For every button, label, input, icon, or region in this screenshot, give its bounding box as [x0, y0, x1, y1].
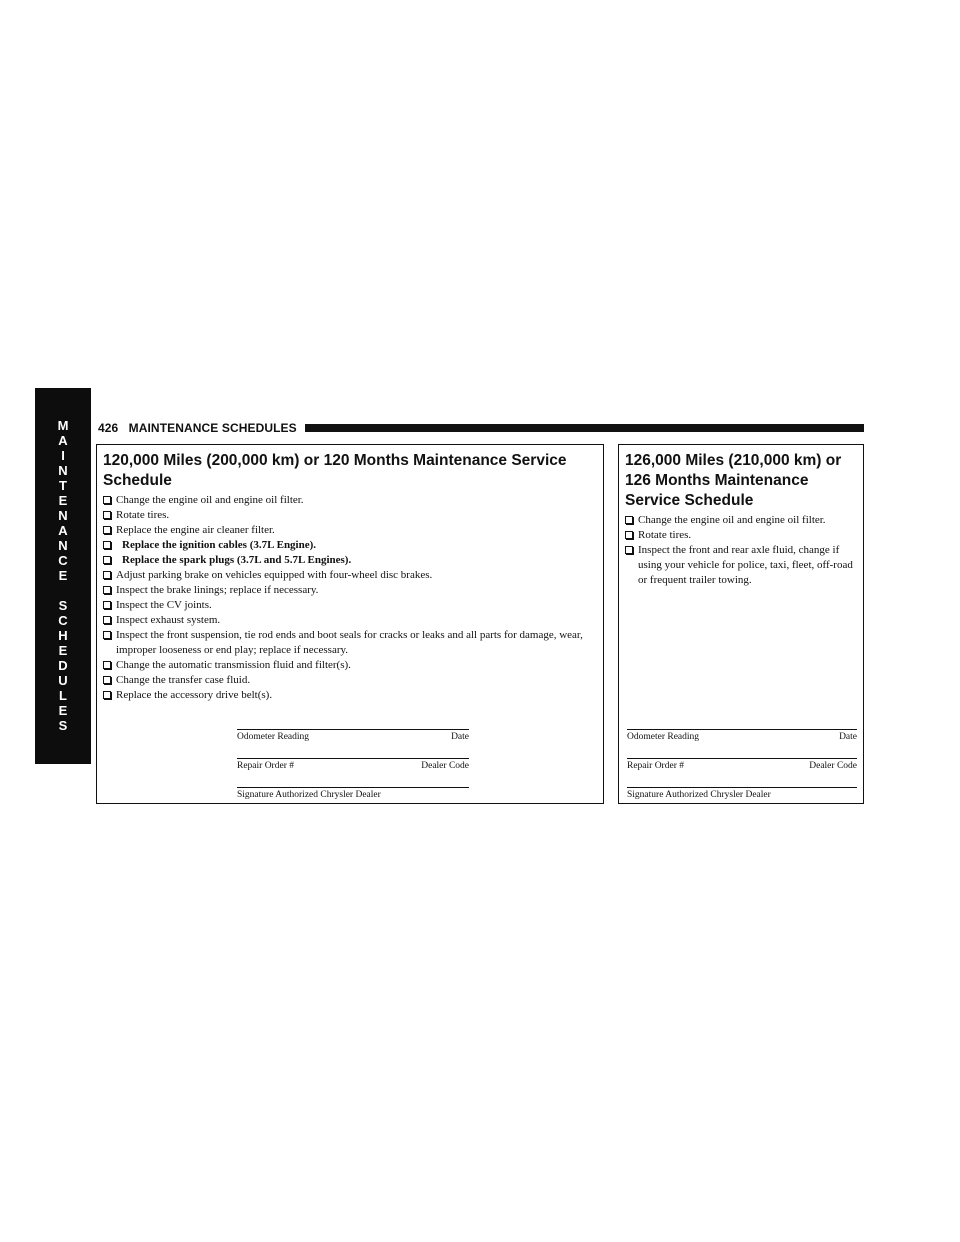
checklist-item	[103, 523, 595, 538]
checklist-item	[625, 513, 855, 528]
checkbox-icon	[625, 531, 633, 539]
page-header	[98, 420, 864, 436]
signature-label: Signature Authorized Chrysler Dealer	[627, 790, 771, 800]
checklist-item	[103, 613, 595, 628]
repair-order-label: Repair Order #	[237, 761, 294, 771]
checklist-item-text: Change the engine oil and engine oil filter.	[116, 494, 304, 506]
signature-line	[237, 787, 469, 804]
checkbox-icon	[103, 556, 111, 564]
side-tab-letter: C	[58, 553, 68, 568]
checkbox-icon	[103, 541, 111, 549]
side-tab-letter: N	[58, 538, 68, 553]
side-tab-letter: N	[58, 508, 68, 523]
checklist-item-text: Replace the spark plugs (3.7L and 5.7L Engines).	[122, 554, 352, 566]
schedule-panel-120000	[96, 444, 604, 804]
header-text	[98, 421, 305, 435]
checklist	[625, 513, 855, 588]
checklist-item-text: Inspect the front suspension, tie rod ends and boot seals for cracks or leaks and all parts for damage, wear, improper looseness or end play; replace if necessary.	[116, 629, 583, 656]
signature-label: Signature Authorized Chrysler Dealer	[237, 790, 381, 800]
checklist-item	[103, 598, 595, 613]
panel-title: 126,000 Miles (210,000 km) or 126 Months Maintenance Service Schedule	[625, 452, 842, 509]
checklist-item-text: Replace the ignition cables (3.7L Engine).	[122, 539, 317, 551]
checkbox-icon	[103, 676, 111, 684]
side-tab-letter: D	[58, 658, 68, 673]
checklist-item-text: Inspect the front and rear axle fluid, change if using your vehicle for police, taxi, fleet, off-road or frequent trailer towing.	[638, 544, 853, 586]
header-rule	[305, 424, 864, 432]
page-number: 426	[98, 421, 119, 435]
side-tab-letter: M	[57, 418, 69, 433]
checklist-item	[103, 688, 595, 703]
checklist-item-text: Replace the engine air cleaner filter.	[116, 524, 275, 536]
signature-block	[627, 729, 857, 816]
checklist-item-text: Change the transfer case fluid.	[116, 674, 251, 686]
checklist-item	[103, 673, 595, 688]
checklist-item	[625, 528, 855, 543]
dealer-code-label: Dealer Code	[809, 761, 857, 771]
odometer-label: Odometer Reading	[627, 732, 700, 742]
checkbox-icon	[103, 616, 111, 624]
side-tab-letter: S	[58, 718, 68, 733]
side-tab-letter: S	[58, 598, 68, 613]
side-tab-letter: H	[58, 628, 68, 643]
side-tab-letter: U	[58, 673, 68, 688]
side-tab-number: 8	[56, 1094, 70, 1121]
side-tab-letter: E	[58, 703, 68, 718]
odometer-date-line	[237, 729, 469, 746]
checkbox-icon	[625, 546, 633, 554]
odometer-label: Odometer Reading	[237, 732, 310, 742]
repair-order-label: Repair Order #	[627, 761, 684, 771]
signature-line	[627, 787, 857, 804]
side-tab-letter: T	[59, 478, 67, 493]
repair-dealer-line	[237, 758, 469, 775]
side-tab-letter: A	[58, 433, 68, 448]
repair-dealer-line	[627, 758, 857, 775]
panel-title: 120,000 Miles (200,000 km) or 120 Months Maintenance Service Schedule	[103, 452, 567, 489]
checklist-item-text: Adjust parking brake on vehicles equipped with four-wheel disc brakes.	[116, 569, 433, 581]
section-title: MAINTENANCE SCHEDULES	[128, 421, 297, 435]
checkbox-icon	[625, 516, 633, 524]
side-tab-letter: N	[58, 463, 68, 478]
checklist-item	[103, 628, 595, 658]
signature-block	[237, 729, 469, 816]
checkbox-icon	[103, 661, 111, 669]
side-tab-letter: E	[58, 643, 68, 658]
side-tab-letter: E	[58, 568, 68, 583]
checklist-item-text: Inspect the CV joints.	[116, 599, 212, 611]
checkbox-icon	[103, 526, 111, 534]
side-tab-letter: E	[58, 493, 68, 508]
checklist-item-text: Change the engine oil and engine oil filter.	[638, 514, 826, 526]
checkbox-icon	[103, 496, 111, 504]
date-label: Date	[451, 732, 469, 742]
checklist-item	[103, 538, 595, 553]
side-tab-letter: L	[59, 688, 67, 703]
checkbox-icon	[103, 511, 111, 519]
checklist-item	[103, 568, 595, 583]
checkbox-icon	[103, 571, 111, 579]
checkbox-icon	[103, 601, 111, 609]
side-tab-letters	[35, 418, 91, 733]
checklist-item	[625, 543, 855, 588]
odometer-date-line	[627, 729, 857, 746]
checklist-item-text: Rotate tires.	[116, 509, 170, 521]
side-tab-letter: A	[58, 523, 68, 538]
checklist-item	[103, 493, 595, 508]
checkbox-icon	[103, 691, 111, 699]
checklist-item	[103, 553, 595, 568]
checklist-item-text: Inspect exhaust system.	[116, 614, 221, 626]
checklist-item-text: Change the automatic transmission fluid and filter(s).	[116, 659, 351, 671]
date-label: Date	[839, 732, 857, 742]
side-tab-letter: C	[58, 613, 68, 628]
dealer-code-label: Dealer Code	[421, 761, 469, 771]
checklist-item-text: Rotate tires.	[638, 529, 692, 541]
checkbox-icon	[103, 631, 111, 639]
checklist-item	[103, 583, 595, 598]
checklist-item	[103, 658, 595, 673]
schedule-panel-126000	[618, 444, 864, 804]
checklist	[103, 493, 595, 703]
checklist-item	[103, 508, 595, 523]
side-tab	[35, 388, 91, 1121]
side-tab-letter: I	[61, 448, 65, 463]
checkbox-icon	[103, 586, 111, 594]
checklist-item-text: Inspect the brake linings; replace if necessary.	[116, 584, 319, 596]
checklist-item-text: Replace the accessory drive belt(s).	[116, 689, 273, 701]
